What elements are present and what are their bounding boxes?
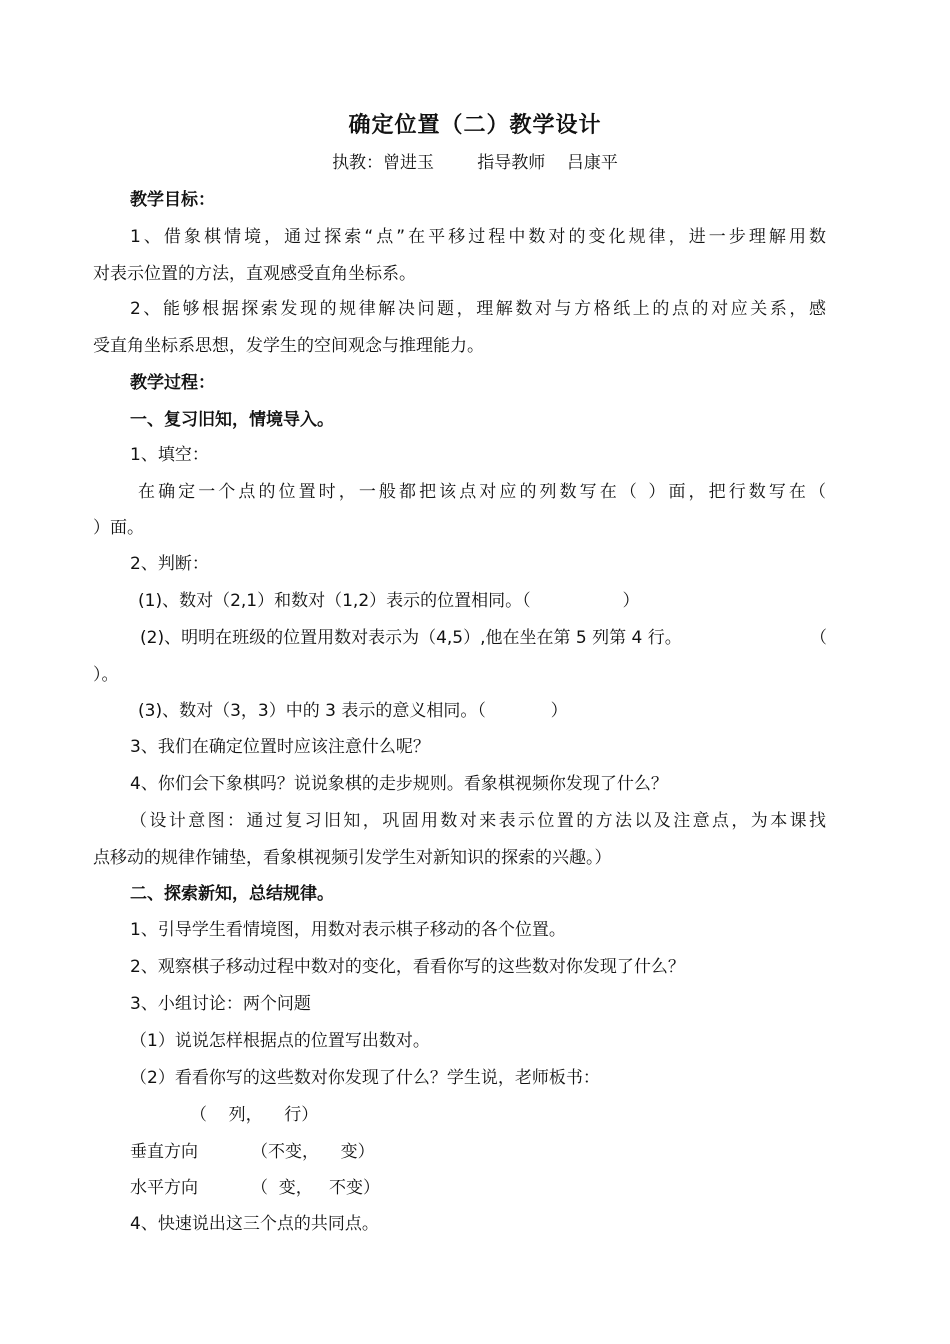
section-1-heading: 一、复习旧知，情境导入。 xyxy=(130,410,334,430)
goal-2-line-2: 受直角坐标系思想，发学生的空间观念与推理能力。 xyxy=(93,336,484,356)
board-horizontal-value: （ 变， 不变） xyxy=(251,1178,381,1198)
judge-item-2-paren: （ xyxy=(810,628,827,648)
board-header: （ 列， 行） xyxy=(190,1105,319,1125)
section-2-item-3: 3、小组讨论：两个问题 xyxy=(130,994,311,1014)
goal-1-line-1: 1、借象棋情境，通过探索“点”在平移过程中数对的变化规律，进一步理解用数 xyxy=(130,227,826,247)
board-vertical-value: （不变， 变） xyxy=(251,1142,375,1162)
goal-2-line-1: 2、能够根据探索发现的规律解决问题，理解数对与方格纸上的点的对应关系，感 xyxy=(130,299,826,319)
judge-item-2-line-2: ）。 xyxy=(93,665,119,685)
question-4: 4、你们会下象棋吗？说说象棋的走步规则。看象棋视频你发现了什么？ xyxy=(130,774,668,794)
judge-item-1: (1)、数对（2,1）和数对（1,2）表示的位置相同。（ ） xyxy=(138,591,640,611)
document-title: 确定位置（二）教学设计 xyxy=(348,113,602,138)
fill-in-line-2: ）面。 xyxy=(93,518,144,538)
board-horizontal-label: 水平方向 xyxy=(130,1178,198,1198)
section-2-item-1: 1、引导学生看情境图，用数对表示棋子移动的各个位置。 xyxy=(130,920,566,940)
section-2-item-4: 4、快速说出这三个点的共同点。 xyxy=(130,1214,379,1234)
fill-in-line-1: 在确定一个点的位置时，一般都把该点对应的列数写在（ ）面，把行数写在（ xyxy=(138,482,826,502)
section-2-item-3b: （2）看看你写的这些数对你发现了什么？学生说，老师板书： xyxy=(130,1068,600,1088)
process-heading: 教学过程： xyxy=(130,373,215,393)
board-vertical-label: 垂直方向 xyxy=(130,1142,198,1162)
section-2-heading: 二、探索新知，总结规律。 xyxy=(130,884,334,904)
fill-in-label: 1、填空： xyxy=(130,445,209,465)
goal-1-line-2: 对表示位置的方法，直观感受直角坐标系。 xyxy=(93,264,416,284)
section-2-item-3a: （1）说说怎样根据点的位置写出数对。 xyxy=(130,1031,430,1051)
judge-label: 2、判断： xyxy=(130,554,209,574)
document-subtitle: 执教：曾进玉 指导教师 吕康平 xyxy=(332,153,618,173)
design-intent-line-1: （设计意图：通过复习旧知，巩固用数对来表示位置的方法以及注意点，为本课找 xyxy=(130,811,826,831)
judge-item-3: (3)、数对（3，3）中的 3 表示的意义相同。（ ） xyxy=(138,701,568,721)
design-intent-line-2: 点移动的规律作铺垫，看象棋视频引发学生对新知识的探索的兴趣。） xyxy=(93,848,612,868)
judge-item-2-line-1: (2)、明明在班级的位置用数对表示为（4,5）,他在坐在第 5 列第 4 行。 xyxy=(140,628,682,648)
question-3: 3、我们在确定位置时应该注意什么呢？ xyxy=(130,737,430,757)
section-2-item-2: 2、观察棋子移动过程中数对的变化，看看你写的这些数对你发现了什么？ xyxy=(130,957,685,977)
goals-heading: 教学目标： xyxy=(130,190,215,210)
